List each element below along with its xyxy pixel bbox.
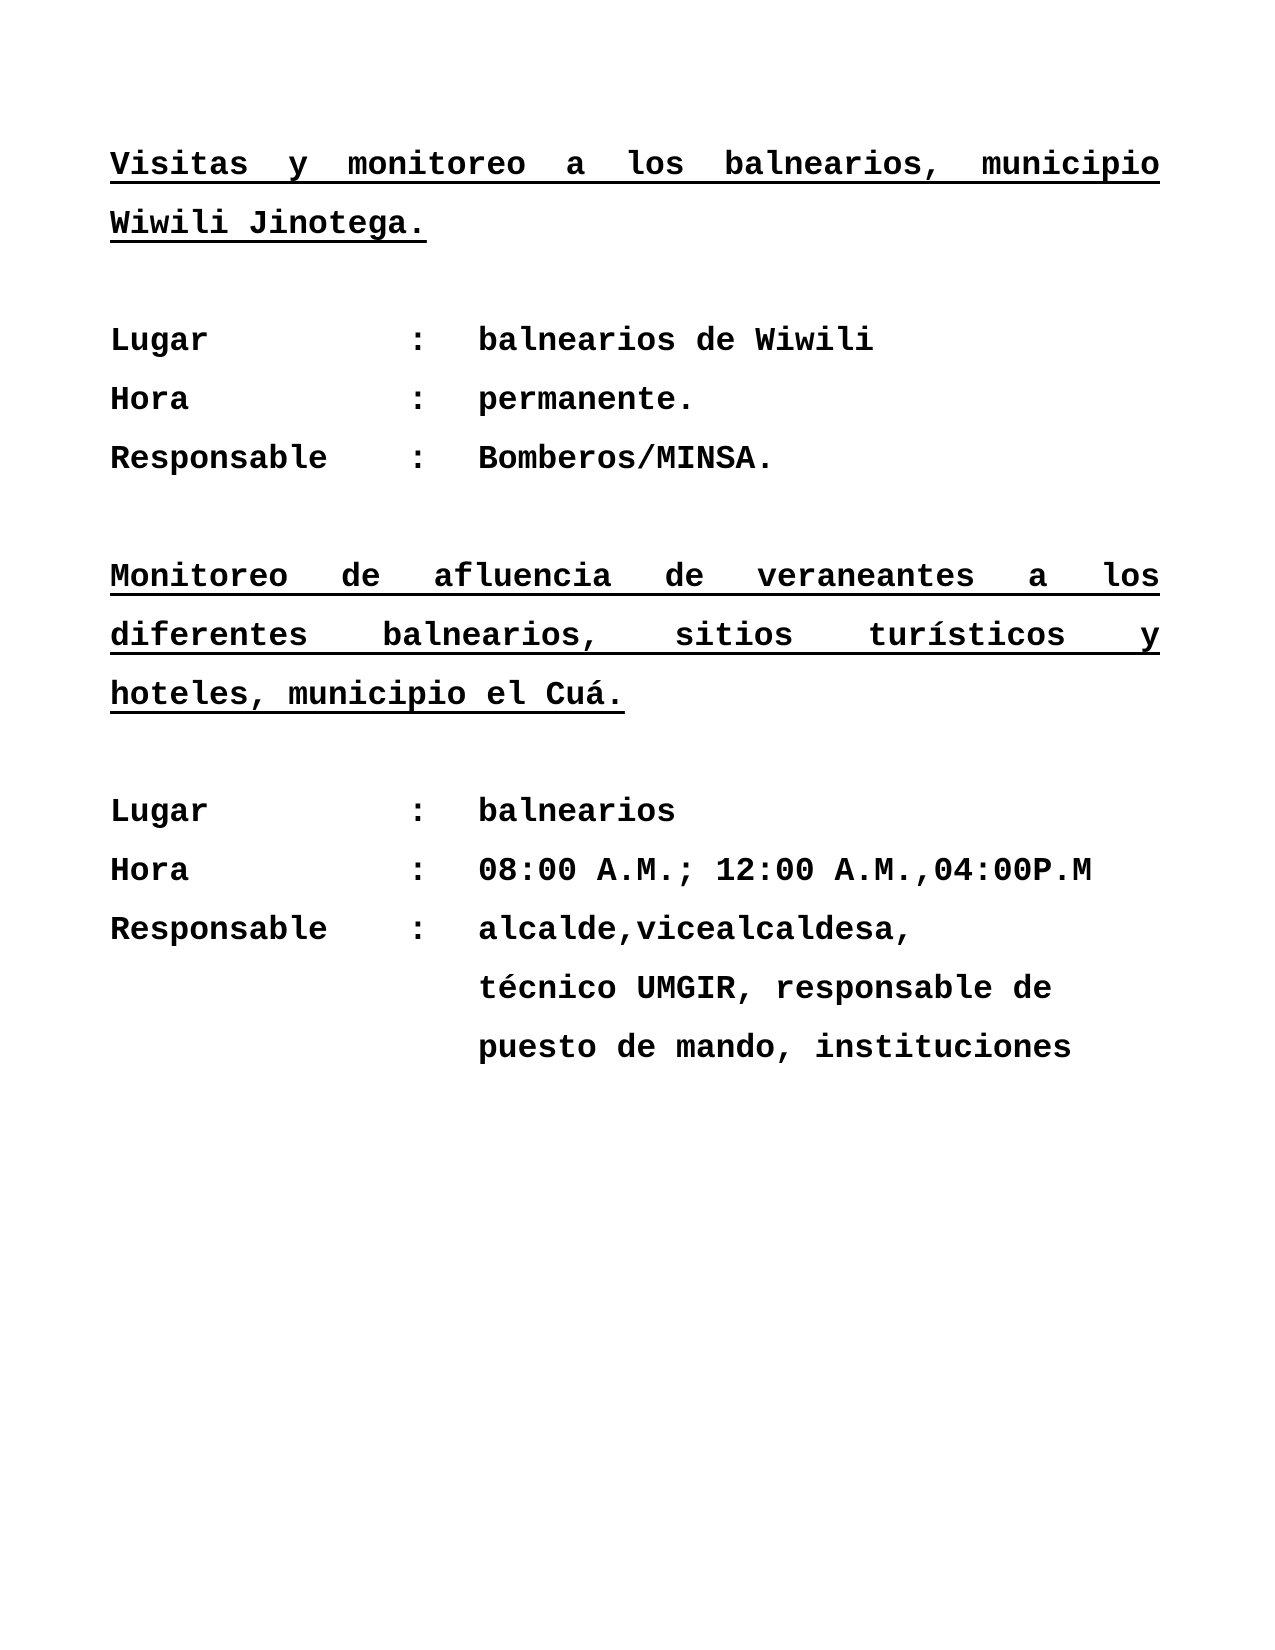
section2-heading-line1: Monitoreo de afluencia de veraneantes a los: [110, 559, 1160, 596]
section2-heading-line3: hoteles, municipio el Cuá.: [110, 677, 625, 714]
field-colon: :: [408, 794, 428, 831]
field-value: alcalde,vicealcaldesa,: [478, 912, 914, 949]
field-label: Hora: [110, 853, 190, 890]
field-colon: :: [408, 382, 428, 419]
section2-heading-line2: diferentes balnearios, sitios turísticos y: [110, 618, 1160, 655]
field-label: Lugar: [110, 794, 210, 831]
field-value: permanente.: [478, 382, 696, 419]
field-label: Responsable: [110, 441, 328, 478]
field-value: 08:00 A.M.; 12:00 A.M.,04:00P.M: [478, 853, 1092, 890]
field-colon: :: [408, 912, 428, 949]
field-value-continuation: técnico UMGIR, responsable de: [478, 971, 1053, 1008]
section1-heading-line1: Visitas y monitoreo a los balnearios, municipio: [110, 147, 1160, 184]
field-value: balnearios de Wiwili: [478, 323, 875, 360]
section1-heading-line2: Wiwili Jinotega.: [110, 206, 427, 243]
field-value-continuation: puesto de mando, instituciones: [478, 1030, 1073, 1067]
field-value: Bomberos/MINSA.: [478, 441, 776, 478]
field-colon: :: [408, 441, 428, 478]
field-colon: :: [408, 853, 428, 890]
field-label: Lugar: [110, 323, 210, 360]
field-colon: :: [408, 323, 428, 360]
field-label: Responsable: [110, 912, 328, 949]
field-value: balnearios: [478, 794, 677, 831]
field-label: Hora: [110, 382, 190, 419]
